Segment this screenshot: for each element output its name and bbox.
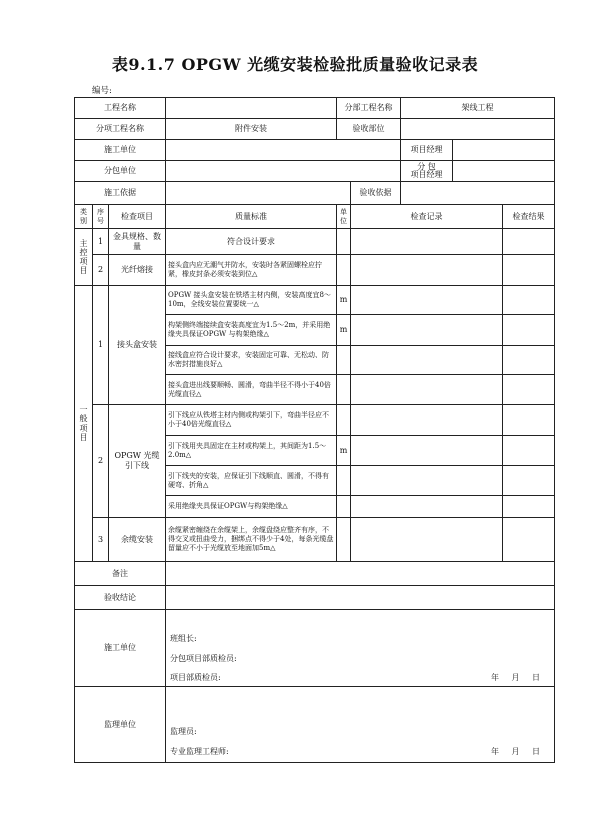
acceptance-basis-field[interactable] <box>401 182 555 205</box>
col-result: 检查结果 <box>503 205 555 229</box>
general-seq-2: 2 <box>93 405 109 518</box>
subcontract-manager-label: 分 包 项目经理 <box>401 161 453 182</box>
project-name-field[interactable] <box>166 98 337 119</box>
construction-unit-sign-label: 施工单位 <box>75 610 166 687</box>
sub-project-value[interactable]: 架线工程 <box>401 98 555 119</box>
main-record-2[interactable] <box>351 255 503 286</box>
supervision-engineer-label: 专业监理工程师: <box>170 747 229 756</box>
inspector-label: 项目部质检员: <box>170 673 221 682</box>
subcontract-manager-field[interactable] <box>453 161 555 182</box>
col-seq: 序号 <box>93 205 109 229</box>
col-record: 检查记录 <box>351 205 503 229</box>
conclusion-field[interactable] <box>166 586 555 610</box>
acceptance-part-label: 验收部位 <box>337 119 401 140</box>
main-standard-2: 接头盒内应无潮气并防水，安装时各紧固螺栓应拧紧，橡皮封条必须安装到位△ <box>166 255 337 286</box>
main-unit-1 <box>337 229 351 255</box>
construction-unit-field[interactable] <box>166 140 401 161</box>
general-result-2-2[interactable] <box>503 436 555 466</box>
general-standard-1-2: 构架侧终端接续盒安装高度宜为1.5～2m，并采用绝缘夹具保证OPGW 与构架绝缘△ <box>166 315 337 346</box>
general-item-1: 接头盒安装 <box>109 286 166 405</box>
general-unit-2-2: m <box>337 436 351 466</box>
supervision-sign-block[interactable] <box>166 687 555 763</box>
supervision-date: 年 月 日 <box>490 747 541 756</box>
general-record-1-1[interactable] <box>351 286 503 315</box>
general-result-1-4[interactable] <box>503 375 555 405</box>
col-unit: 单位 <box>337 205 351 229</box>
general-unit-3-1 <box>337 518 351 562</box>
general-record-2-2[interactable] <box>351 436 503 466</box>
general-record-2-1[interactable] <box>351 405 503 436</box>
supervisor-label: 监理员: <box>170 727 197 736</box>
general-record-1-2[interactable] <box>351 315 503 346</box>
doc-number-label: 编号: <box>92 86 112 96</box>
conclusion-label: 验收结论 <box>75 586 166 610</box>
general-unit-1-1: m <box>337 286 351 315</box>
basis-label: 施工依据 <box>75 182 166 205</box>
acceptance-basis-label: 验收依据 <box>351 182 401 205</box>
general-standard-1-4: 接头盒进出线要顺畅、圆滑，弯曲半径不得小于40倍光缆直径△ <box>166 375 337 405</box>
general-unit-1-2: m <box>337 315 351 346</box>
sub-project-label: 分部工程名称 <box>337 98 401 119</box>
project-manager-label: 项目经理 <box>401 140 453 161</box>
general-standard-1-3: 接线盒应符合设计要求，安装固定可靠、无松动、防水密封措施良好△ <box>166 346 337 375</box>
project-name-label: 工程名称 <box>75 98 166 119</box>
general-record-3-1[interactable] <box>351 518 503 562</box>
general-standard-2-3: 引下线夹的安装，应保证引下线顺直、圆滑，不得有硬弯、折角△ <box>166 466 337 496</box>
main-seq-1: 1 <box>93 229 109 255</box>
main-result-1[interactable] <box>503 229 555 255</box>
general-seq-1: 1 <box>93 286 109 405</box>
general-result-1-2[interactable] <box>503 315 555 346</box>
main-item-2: 光纤熔接 <box>109 255 166 286</box>
item-project-label: 分项工程名称 <box>75 119 166 140</box>
subcontract-unit-field[interactable] <box>166 161 401 182</box>
main-record-1[interactable] <box>351 229 503 255</box>
item-project-value[interactable]: 附件安装 <box>166 119 337 140</box>
team-leader-label: 班组长: <box>170 634 197 643</box>
construction-sign-block[interactable] <box>166 610 555 687</box>
general-record-1-3[interactable] <box>351 346 503 375</box>
general-result-1-1[interactable] <box>503 286 555 315</box>
general-result-3-1[interactable] <box>503 518 555 562</box>
general-result-2-3[interactable] <box>503 466 555 496</box>
general-standard-2-2: 引下线用夹具固定在主材或构架上，其间距为1.5～2.0m△ <box>166 436 337 466</box>
construction-date: 年 月 日 <box>490 673 541 682</box>
page-title: 表9.1.7 OPGW 光缆安装检验批质量验收记录表 <box>111 55 479 74</box>
general-standard-2-1: 引下线应从铁塔主材内侧或构架引下，弯曲半径应不小于40倍光缆直径△ <box>166 405 337 436</box>
general-item-3: 余缆安装 <box>109 518 166 562</box>
general-category: 一般项目 <box>75 286 93 562</box>
acceptance-part-field[interactable] <box>401 119 555 140</box>
general-item-2: OPGW 光缆引下线 <box>109 405 166 518</box>
general-result-1-3[interactable] <box>503 346 555 375</box>
main-result-2[interactable] <box>503 255 555 286</box>
remarks-field[interactable] <box>166 562 555 586</box>
col-standard: 质量标准 <box>166 205 337 229</box>
general-result-2-4[interactable] <box>503 496 555 518</box>
general-unit-2-1 <box>337 405 351 436</box>
general-result-2-1[interactable] <box>503 405 555 436</box>
general-unit-1-4 <box>337 375 351 405</box>
col-category: 类别 <box>75 205 93 229</box>
general-unit-1-3 <box>337 346 351 375</box>
inspection-form-table <box>74 97 555 763</box>
sub-inspector-label: 分包项目部质检员: <box>170 654 237 663</box>
construction-unit-label: 施工单位 <box>75 140 166 161</box>
general-standard-1-1: OPGW 接头盒安装在铁塔主材内侧，安装高度宜8～10m，全线安装位置要统一△ <box>166 286 337 315</box>
general-record-2-4[interactable] <box>351 496 503 518</box>
supervision-unit-sign-label: 监理单位 <box>75 687 166 763</box>
subcontract-unit-label: 分包单位 <box>75 161 166 182</box>
general-unit-2-4 <box>337 496 351 518</box>
general-record-1-4[interactable] <box>351 375 503 405</box>
general-unit-2-3 <box>337 466 351 496</box>
basis-field[interactable] <box>166 182 351 205</box>
col-check-item: 检查项目 <box>109 205 166 229</box>
general-seq-3: 3 <box>93 518 109 562</box>
remarks-label: 备注 <box>75 562 166 586</box>
general-record-2-3[interactable] <box>351 466 503 496</box>
main-standard-1: 符合设计要求 <box>166 229 337 255</box>
general-standard-3-1: 余缆紧密缠绕在余缆架上，余缆盘绕应整齐有序，不得交叉或扭曲受力，捆绑点不得少于4处，每条光缆盘留量应不小于光缆放至地面加5m△ <box>166 518 337 562</box>
general-standard-2-4: 采用绝缘夹具保证OPGW与构架绝缘△ <box>166 496 337 518</box>
project-manager-field[interactable] <box>453 140 555 161</box>
main-item-1: 金具规格、数量 <box>109 229 166 255</box>
main-unit-2 <box>337 255 351 286</box>
main-control-category: 主控项目 <box>75 229 93 286</box>
main-seq-2: 2 <box>93 255 109 286</box>
